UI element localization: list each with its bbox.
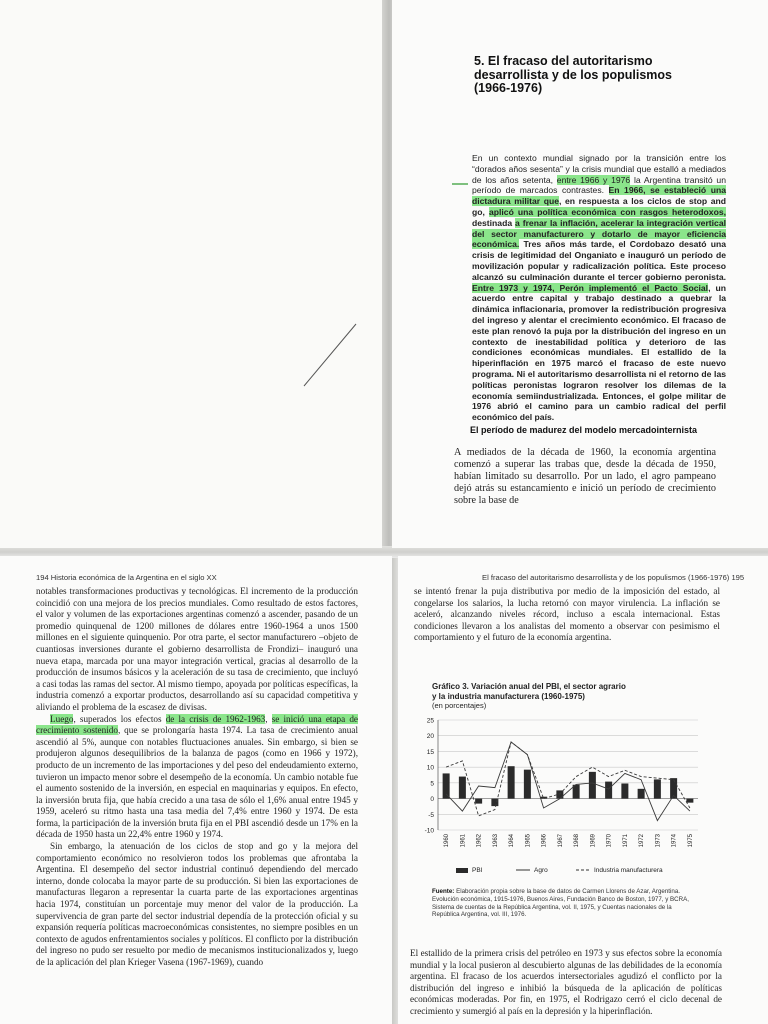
page-bottom-right (398, 556, 768, 1024)
chart-source (432, 888, 694, 919)
pbi-bar (589, 772, 596, 799)
running-head: El fracaso del autoritarismo desarrollista y de los populismos (1966-1976) 195 (482, 573, 745, 582)
pbi-bar (556, 790, 563, 798)
highlighted-text: de la crisis de 1962-1963 (165, 713, 266, 724)
text-run: , en respuesta a los ciclos de stop and go, (472, 196, 726, 217)
blank-page-top-left (0, 0, 382, 548)
x-tick-label: 1967 (557, 834, 564, 848)
margin-dash-mark (452, 182, 470, 186)
pbi-bar (524, 770, 531, 799)
chart-title (432, 682, 682, 711)
text-run: destinada (472, 217, 516, 228)
legend-agro-label: Agro (534, 867, 548, 874)
chapter-title (474, 55, 724, 96)
x-tick-label: 1969 (590, 834, 597, 848)
x-tick-label: 1975 (687, 834, 694, 848)
highlighted-text: aplicó una política económica con rasgos heterodoxos, (488, 206, 726, 217)
x-tick-label: 1966 (541, 834, 548, 848)
pbi-bar (638, 789, 645, 799)
x-tick-label: 1965 (525, 834, 532, 848)
body-text: El estallido de la primera crisis del petróleo en 1973 y sus efectos sobre la economía mundial y la local pusieron al descubierto algunas de las debilidades de la economía argentina. El fracaso de los acuerdos intersectoriales agudizó el conflicto por la distribución del ingreso e inhibió la búsqueda de la aplicación de políticas económicas moderadas. Por fin, en 1975, el Rodrigazo cerró el ciclo decenal de crecimiento y sumergió al país en la depresión y la hiperinflación. (410, 948, 722, 1016)
y-tick-label: -10 (424, 827, 434, 835)
running-head: 194 Historia económica de la Argentina en el siglo XX (36, 573, 217, 582)
highlighted-text: En 1966, se estableció una dictadura militar que (472, 185, 726, 207)
y-tick-label: 15 (426, 748, 434, 756)
legend-industria-label: Industria manufacturera (594, 867, 663, 874)
text-run: Tres años más tarde, el Cordobazo desató una crisis de legitimidad del Onganiato e inauguró un período de movilización popular y radicalización política. Este proceso alcanzó su culminación durante el tercer gobierno peronista. (472, 239, 726, 282)
highlighted-text: Entre 1973 y 1974, Perón implementó el Pacto Social (472, 282, 709, 293)
chapter-title-line: (1966-1976) (474, 81, 543, 95)
legend-pbi-label: PBI (472, 867, 483, 874)
pbi-bar (686, 799, 693, 803)
bar-line-chart (412, 712, 712, 882)
x-tick-label: 1971 (622, 834, 629, 848)
section-heading: El período de madurez del modelo mercadointernista (470, 425, 698, 435)
x-tick-label: 1974 (671, 834, 678, 848)
page-top-right (392, 0, 768, 548)
source-label: Fuente: (432, 888, 455, 895)
pbi-bar (605, 782, 612, 799)
x-tick-label: 1962 (476, 834, 483, 848)
y-tick-label: -5 (428, 811, 434, 819)
pbi-bar (459, 777, 466, 799)
highlighted-text: entre 1966 y 1976 (556, 174, 631, 185)
chapter-title-line: desarrollista y de los populismos (474, 67, 672, 82)
text-run: , un acuerdo entre capital y trabajo destinado a quebrar la dinámica inflacionaria, promover la redistribución progresiva del ingreso y alentar el crecimiento económico. El fracaso de este plan renovó la puja por la distribución del ingreso en un contexto de inestabilidad política y deterioro de las condiciones económicas mundiales. El estallido de la hiperinflación en 1975 marcó el fracaso de este nuevo programa. Ni el autoritarismo desarrollista ni el retorno de las políticas peronistas lograron resolver los dilemas de la economía semiindustrializada. Entonces, el golpe militar de 1976 abrió el camino para un cambio radical del perfil económico del país. (472, 282, 726, 423)
chapter-title-line: 5. El fracaso del autoritarismo (474, 54, 653, 68)
text-run: , superados los efectos (73, 713, 166, 724)
x-tick-label: 1960 (444, 834, 451, 848)
pbi-bar (621, 783, 628, 798)
pen-stroke-mark (300, 320, 360, 390)
page-bottom-left (0, 556, 392, 1024)
text-run: , que se prolongaría hasta 1974. La tasa de crecimiento anual ascendió al 5%, aunque con notables fluctuaciones anuales. Sin embargo, si bien se produjeron algunos desequilibrios de la balanza de pagos (como en 1966 y 1972), producto de un incremento de las importaciones y del peso del endeudamiento externo, tuvieron un impacto menor sobre el desempeño de la economía. Un cambio notable fue el aumento sostenido de la inversión, en especial en maquinarias y equipos. En efecto, la inversión bruta fija, que había crecido a una tasa de sólo el 1,6% anual entre 1945 y 1959, aceleró su ritmo hasta una tasa media del 7,4% entre 1960 y 1974. De esta forma, la participación de la inversión bruta fija en el PBI ascendió desde un 17% en la década de 1950 hasta un 22,4% entre 1960 y 1974. (36, 725, 358, 840)
y-tick-label: 10 (426, 764, 434, 772)
body-text: se intentó frenar la puja distributiva por medio de la imposición del estado, al congelarse los salarios, la lucha retornó con mayor virulencia. La inflación se aceleró, alcanzando niveles récord, incluso a escala internacional. Estas condiciones llevaron a los analistas del momento a observar con pesimismo el comportamiento y el futuro de la economía argentina. (414, 586, 720, 643)
chart-unit: (en porcentajes) (432, 701, 487, 710)
x-tick-label: 1972 (639, 834, 646, 848)
x-tick-label: 1961 (460, 834, 467, 848)
paragraph: notables transformaciones productivas y tecnológicas. El incremento de la producción coincidió con una mejora de los precios mundiales. Como resultado de estos factores, el valor y volumen de las exportaciones argentinas comenzó a ascender, pasando de un promedio quinquenal de 1200 millones de dólares entre 1960-1964 a unos 1500 millones en el siguiente quinquenio. Por otra parte, el sector manufacturero –objeto de cuantiosas inversiones durante el gobierno desarrollista de Frondizi– inauguró una nueva etapa, marcada por una mayor integración vertical, gracias al desarrollo de la producción de insumos básicos y la aceleración de su tasa de crecimiento, que incluyó a casi todas las ramas del sector. Al mismo tiempo, apoyada por políticas específicas, la industria comenzó a exportar productos, desarrollando así su capacidad competitiva y aliviando el problema de la escasez de divisas. (36, 586, 358, 712)
pbi-bar (475, 799, 482, 804)
chapter-intro (472, 153, 726, 423)
x-tick-label: 1964 (509, 834, 516, 848)
chart-title-line: y la industria manufacturera (1960-1975) (432, 691, 585, 701)
highlighted-text: se inició una etapa de crecimiento sostenido (36, 713, 358, 736)
x-tick-label: 1973 (655, 834, 662, 848)
industria-line (446, 742, 690, 816)
body-text (36, 586, 358, 969)
highlighted-text: a frenar la inflación, acelerar la integración vertical del sector manufacturero y dotarlo de mayor eficiencia económica. (472, 217, 726, 250)
agro-line (446, 742, 690, 821)
pbi-bar (443, 773, 450, 798)
paragraph: Sin embargo, la atenuación de los ciclos de stop and go y la mejora del comportamiento económico no resolvieron todos los problemas que afrontaba la Argentina. El desempeño del sector industrial continuó dependiendo del mercado interno, donde colocaba la mayor parte de su producción. Si bien las exportaciones de manufacturas llegaron a representar la cuarta parte de las exportaciones argentinas hacia 1974, constituían un porcentaje muy menor del valor de la producción. La supervivencia de gran parte del sector industrial dependía de la protección oficial y su expansión requería políticas macroeconómicas consistentes, no siempre posibles en un contexto de agudos enfrentamientos sociales y políticos. El conflicto por la distribución del ingreso no pudo ser resuelto por medio de mecanismos institucionalizados y, luego de la aplicación del plan Krieger Vasena (1967-1969), cuando (36, 841, 358, 967)
text-run: En un contexto mundial signado por la transición entre los “dorados años sesenta” y la crisis mundial que estalló a mediados de los años setenta, (472, 153, 726, 185)
x-tick-label: 1970 (606, 834, 613, 848)
x-tick-label: 1968 (574, 834, 581, 848)
y-tick-label: 5 (430, 780, 434, 788)
body-text: A mediados de la década de 1960, la economía argentina comenzó a superar las trabas que, desde la década de 1950, habían limitado su desarrollo. Por un lado, el agro pampeano dejó atrás su estancamiento e inició un período de crecimiento sobre la base de (454, 447, 716, 506)
y-tick-label: 0 (430, 796, 434, 804)
text-run: la Argentina transitó un período de marcados contrastes. (472, 174, 726, 196)
y-tick-label: 25 (426, 717, 434, 725)
y-tick-label: 20 (426, 733, 434, 741)
source-text: Elaboración propia sobre la base de datos de Carmen Llorens de Azar, Argentina. Evolución económica, 1915-1976, Buenos Aires, Fundación Banco de Boston, 1977, y BCRA, Sistema de cuentas de la República Argentina, vol. II, 1975, y Cuentas nacionales de la República Argentina, vol. III, 1976. (432, 888, 689, 919)
text-run: , (265, 713, 272, 724)
paragraph (36, 714, 358, 842)
pbi-bar (654, 779, 661, 798)
x-tick-label: 1963 (492, 834, 499, 848)
pbi-bar (508, 766, 515, 798)
highlighted-text: Luego (50, 713, 74, 724)
chart-title-line: Gráfico 3. Variación anual del PBI, el sector agrario (432, 682, 626, 691)
legend-pbi-swatch (456, 868, 468, 873)
